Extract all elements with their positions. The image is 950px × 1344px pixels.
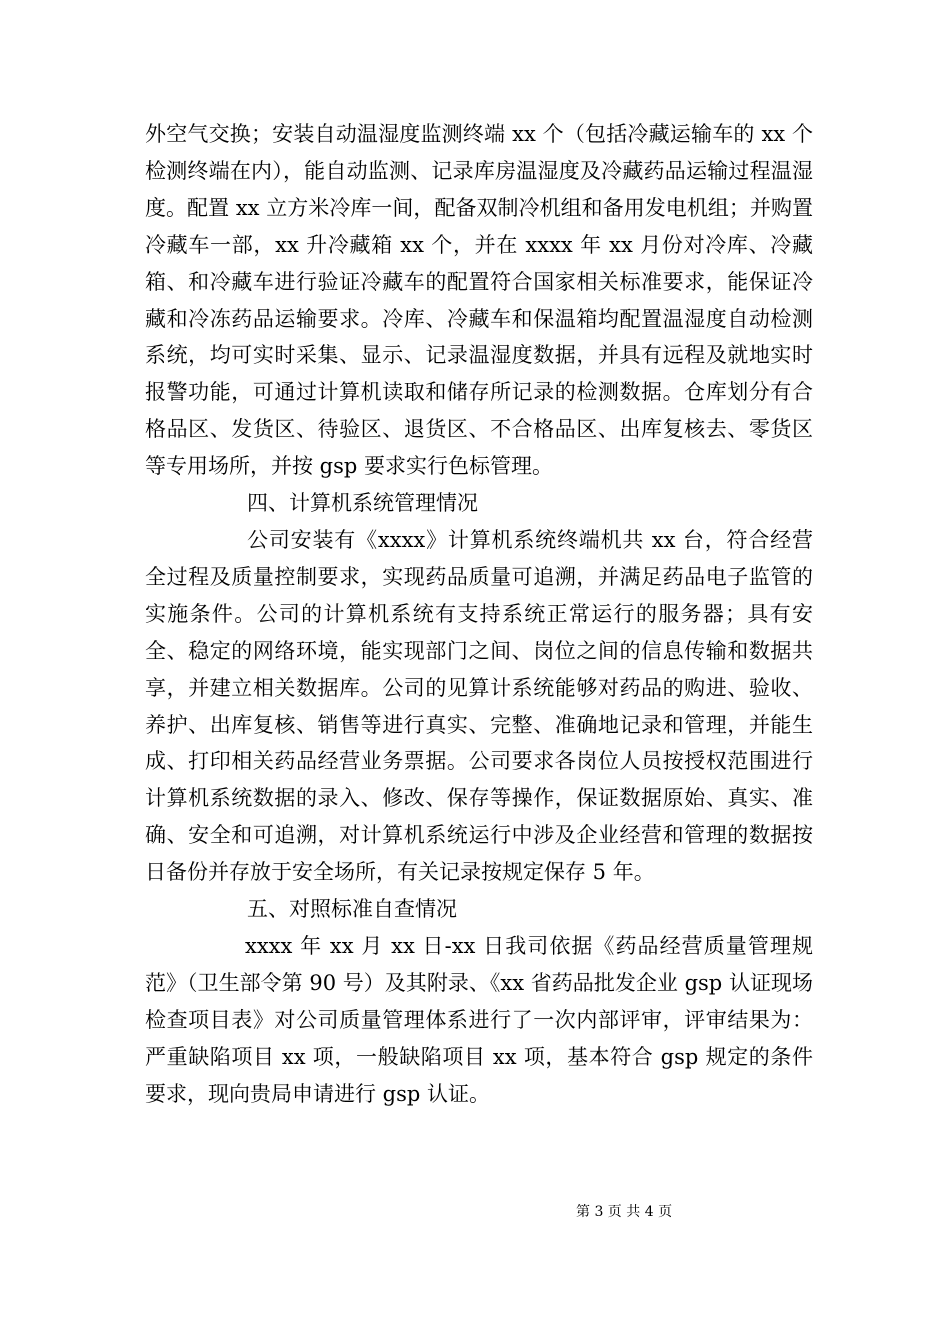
- page-number-footer: 第 3 页 共 4 页: [576, 1204, 673, 1220]
- paragraph-storage-conditions: 外空气交换；安装自动温湿度监测终端 xx 个（包括冷藏运输车的 xx 个检测终端在内），能自动监测、记录库房温湿度及冷藏药品运输过程温湿度。配置 xx 立方米冷库一间，配备双制冷机组和备用发电机组；并购置冷藏车一部，xx 升冷藏箱 xx 个，并在 xxxx 年 xx 月份对冷库、冷藏箱、和冷藏车进行验证冷藏车的配置符合国家相关标准要求，能保证冷藏和冷冻药品运输要求。冷库、冷藏车和保温箱均配置温湿度自动检测系统，均可实时采集、显示、记录温湿度数据，并具有远程及就地实时报警功能，可通过计算机读取和储存所记录的检测数据。仓库划分有合格品区、发货区、待验区、退货区、不合格品区、出库复核去、零货区等专用场所，并按 gsp 要求实行色标管理。: [145, 122, 813, 479]
- paragraph-computer-system: 公司安装有《xxxx》计算机系统终端机共 xx 台，符合经营全过程及质量控制要求，实现药品质量可追溯，并满足药品电子监管的实施条件。公司的计算机系统有支持系统正常运行的服务器；具有安全、稳定的网络环境，能实现部门之间、岗位之间的信息传输和数据共享，并建立相关数据库。公司的见算计系统能够对药品的购进、验收、养护、出库复核、销售等进行真实、完整、准确地记录和管理，并能生成、打印相关药品经营业务票据。公司要求各岗位人员按授权范围进行计算机系统数据的录入、修改、保存等操作，保证数据原始、真实、准确、安全和可追溯，对计算机系统运行中涉及企业经营和管理的数据按日备份并存放于安全场所，有关记录按规定保存 5 年。: [145, 527, 813, 885]
- section-heading-computer-system: 四、计算机系统管理情况: [247, 491, 478, 516]
- paragraph-self-inspection: xxxx 年 xx 月 xx 日-xx 日我司依据《药品经营质量管理规范》（卫生部令第 90 号）及其附录、《xx 省药品批发企业 gsp 认证现场检查项目表》对公司质量管理体系进行了一次内部评审，评审结果为：严重缺陷项目 xx 项，一般缺陷项目 xx 项，基本符合 gsp 规定的条件要求，现向贵局申请进行 gsp 认证。: [145, 933, 813, 1106]
- section-heading-self-inspection: 五、对照标准自查情况: [247, 897, 457, 922]
- document-body: [145, 116, 813, 1112]
